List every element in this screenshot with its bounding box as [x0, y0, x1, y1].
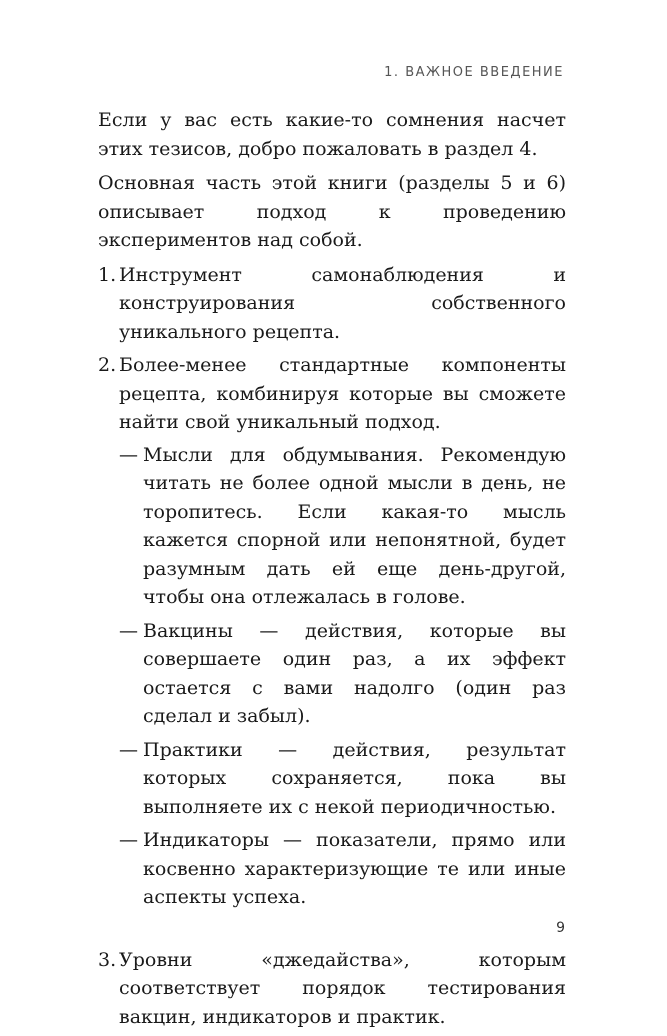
sub-list-item-text: Практики — действия, результат которых сохраняется, пока вы выполняете их с некой периодичностью.: [143, 738, 566, 818]
paragraph: Основная часть этой книги (разделы 5 и 6) описывает подход к проведению экспериментов над собой.: [98, 172, 566, 251]
dash-marker: —: [119, 443, 138, 466]
list-item-text: Более-менее стандартные компоненты рецепта, комбинируя которые вы сможете найти свой уникальный подход.: [119, 354, 566, 433]
sub-list-item-text: Индикаторы — показатели, прямо или косвенно характеризующие те или иные аспекты успеха.: [143, 829, 566, 908]
running-header: 1. ВАЖНОЕ ВВЕДЕНИЕ: [384, 65, 564, 80]
dash-list: [119, 441, 566, 912]
list-item: [98, 351, 566, 912]
list-item-number: 2.: [98, 354, 117, 376]
dash-marker: —: [119, 738, 138, 761]
dash-marker: —: [119, 619, 138, 642]
sub-list-item: [119, 826, 566, 912]
list-item: [98, 946, 566, 1032]
sub-list-item: [119, 617, 566, 731]
list-item-text: Инструмент самонаблюдения и конструирования собственного уникального рецепта.: [119, 263, 566, 343]
sub-list-item: [119, 441, 566, 612]
page-number: 9: [556, 920, 565, 936]
list-item-text: Уровни «джедайства», которым соответствует порядок тестирования вакцин, индикаторов и практик.: [119, 948, 566, 1028]
sub-list-item-text: Мысли для обдумывания. Рекомендую читать не более одной мысли в день, не торопитесь. Если какая-то мысль кажется спорной или непонятной, будет разумным дать ей еще день-другой, чтобы она отлежалась в голове.: [143, 443, 566, 608]
list-item: [98, 261, 566, 347]
sub-list-item-text: Вакцины — действия, которые вы совершаете один раз, а их эффект остается с вами надолго (один раз сделал и забыл).: [143, 619, 566, 727]
dash-marker: —: [119, 829, 138, 851]
list-item-number: 3.: [98, 948, 117, 971]
list-item-number: 1.: [98, 263, 117, 286]
paragraph: Если у вас есть какие-то сомнения насчет этих тезисов, добро пожаловать в раздел 4.: [98, 109, 566, 160]
sub-list-item: [119, 736, 566, 822]
page-body: [98, 106, 566, 1036]
numbered-list: [98, 261, 566, 1032]
